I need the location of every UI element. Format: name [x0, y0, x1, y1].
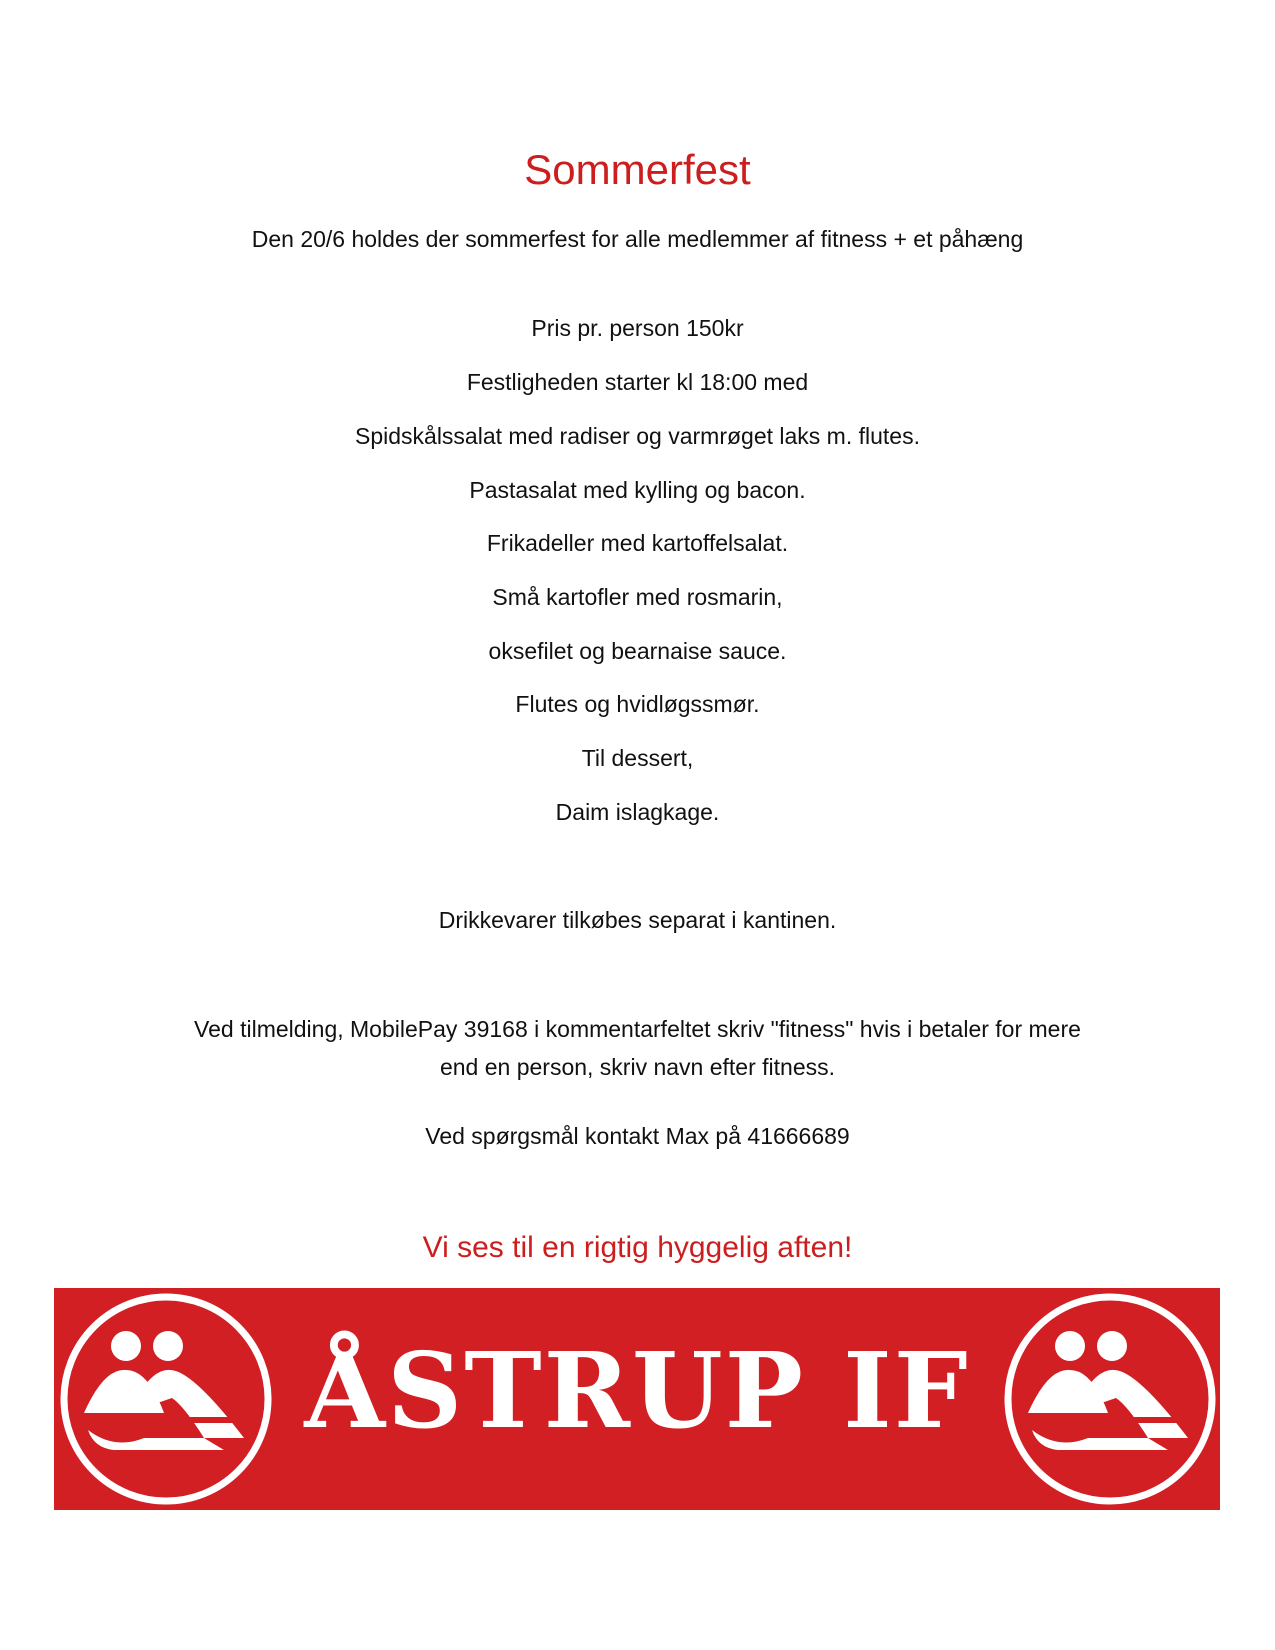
club-banner — [54, 1288, 1220, 1510]
price-text: Pris pr. person 150kr — [531, 315, 744, 341]
menu-item: oksefilet og bearnaise sauce. — [488, 638, 787, 664]
start-text: Festligheden starter kl 18:00 med — [466, 369, 809, 395]
club-name: ÅSTRUP IF — [304, 1329, 970, 1452]
menu-item: Små kartofler med rosmarin, — [492, 584, 783, 610]
menu-item: Flutes og hvidløgssmør. — [515, 691, 760, 717]
menu-item: Daim islagkage. — [555, 799, 720, 825]
club-emblem-icon — [64, 1297, 268, 1501]
contact-text: Ved spørgsmål kontakt Max på 41666689 — [425, 1123, 850, 1149]
menu-item: Til dessert, — [581, 745, 694, 771]
signup-text: Ved tilmelding, MobilePay 39168 i kommentarfeltet skriv "fitness" hvis i betaler for mere end en person, skriv navn efter fitness. — [194, 1016, 1081, 1080]
page-title: Sommerfest — [524, 146, 751, 193]
drinks-text: Drikkevarer tilkøbes separat i kantinen. — [438, 907, 837, 933]
club-emblem-icon — [1008, 1297, 1212, 1501]
closing-text: Vi ses til en rigtig hyggelig aften! — [422, 1231, 853, 1264]
menu-item: Pastasalat med kylling og bacon. — [469, 477, 806, 503]
menu-item: Spidskålssalat med radiser og varmrøget laks m. flutes. — [355, 423, 920, 449]
menu-item: Frikadeller med kartoffelsalat. — [486, 530, 789, 556]
intro-text: Den 20/6 holdes der sommerfest for alle medlemmer af fitness + et påhæng — [251, 226, 1024, 252]
